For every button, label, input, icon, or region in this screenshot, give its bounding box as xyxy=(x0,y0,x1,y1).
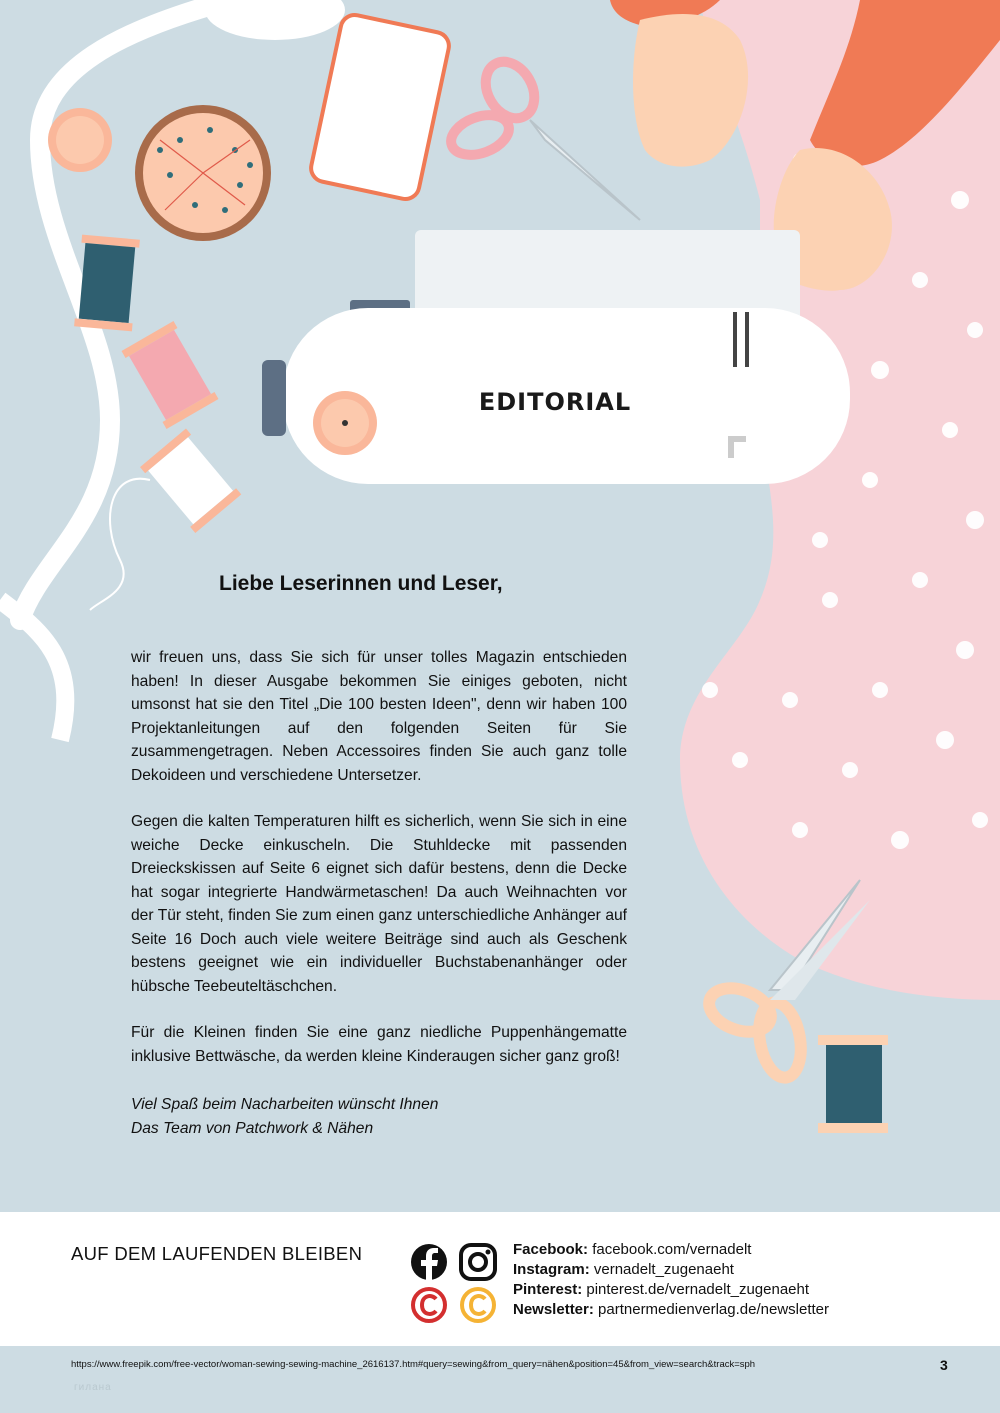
white-spool xyxy=(140,429,241,533)
signoff-line-2: Das Team von Patchwork & Nähen xyxy=(131,1119,374,1137)
blue-spool xyxy=(74,235,140,332)
paragraph-1: wir freuen uns, dass Sie sich für unser tolles Magazin entschieden haben! In dieser Ausgabe bekommen Sie einiges geboten, nicht umsonst hat sie den Titel „Die 100 besten Ideen", denn wir haben 100 Projektanleitungen auf den folgenden Seiten für Sie zusammengetragen. Neben Accessoires finden Sie auch ganz tolle Dekoideen und verschiedene Untersetzer. xyxy=(131,649,627,784)
social-newsletter[interactable] xyxy=(513,1300,829,1320)
paragraph-3: Für die Kleinen finden Sie eine ganz niedliche Puppenhängematte inklusive Bettwäsche, da werden kleine Kinderaugen sicher ganz groß! xyxy=(131,1024,627,1065)
social-value[interactable]: vernadelt_zugenaeht xyxy=(593,1261,734,1278)
scissors-top xyxy=(446,53,544,162)
social-links xyxy=(513,1240,829,1320)
paragraph-2: Gegen die kalten Temperaturen hilft es sicherlich, wenn Sie sich in eine weiche Decke einkuscheln. Die Stuhldecke mit passenden Dreieckskissen auf Seite 6 eignet sich dafür bestens, denn die Decke hat sogar integrierte Handwärmetaschen! Da auch Weihnachten vor der Tür steht, finden Sie zum einen ganz unterschiedliche Anhänger auf Seite 16 Doch auch viele weitere Beiträge sind auch als Geschenk bestens geeignet wie ein individueller Buchstabenanhänger oder hübsche Teebeuteltäschchen. xyxy=(131,813,627,995)
social-value[interactable]: partnermedienverlag.de/newsletter xyxy=(598,1301,829,1318)
instagram-icon[interactable] xyxy=(461,1245,495,1279)
copyright-icon xyxy=(462,1289,494,1321)
social-pinterest[interactable] xyxy=(513,1280,829,1300)
letter-body xyxy=(131,646,627,1091)
salutation: Liebe Leserinnen und Leser, xyxy=(219,572,503,595)
social-value[interactable]: pinterest.de/vernadelt_zugenaeht xyxy=(586,1281,810,1298)
blue-spool-bottom xyxy=(818,1035,888,1133)
watermark: гилана xyxy=(74,1382,112,1393)
social-value[interactable]: facebook.com/vernadelt xyxy=(592,1241,752,1258)
signoff xyxy=(131,1093,438,1140)
source-url[interactable]: https://www.freepik.com/free-vector/woman-sewing-sewing-machine_2616137.htm#query=sewing&from_query=nähen&position=45&from_view=search&track=sph xyxy=(71,1359,756,1370)
editorial-title: EDITORIAL xyxy=(478,388,632,416)
social-icons xyxy=(405,1240,505,1330)
phone xyxy=(309,12,452,201)
social-facebook[interactable] xyxy=(513,1240,829,1260)
left-hand xyxy=(633,14,748,167)
copyright-icon xyxy=(413,1289,445,1321)
page-number: 3 xyxy=(940,1357,948,1373)
social-label: Instagram: xyxy=(513,1261,590,1278)
social-label: Newsletter: xyxy=(513,1301,594,1318)
pink-spool xyxy=(122,321,219,429)
bottom-band xyxy=(0,1346,1000,1413)
footer-heading: AUF DEM LAUFENDEN BLEIBEN xyxy=(71,1243,363,1264)
social-label: Pinterest: xyxy=(513,1281,583,1298)
social-instagram[interactable] xyxy=(513,1260,829,1280)
social-label: Facebook: xyxy=(513,1241,589,1258)
signoff-line-1: Viel Spaß beim Nacharbeiten wünscht Ihnen xyxy=(131,1096,439,1113)
facebook-icon[interactable] xyxy=(411,1244,447,1280)
